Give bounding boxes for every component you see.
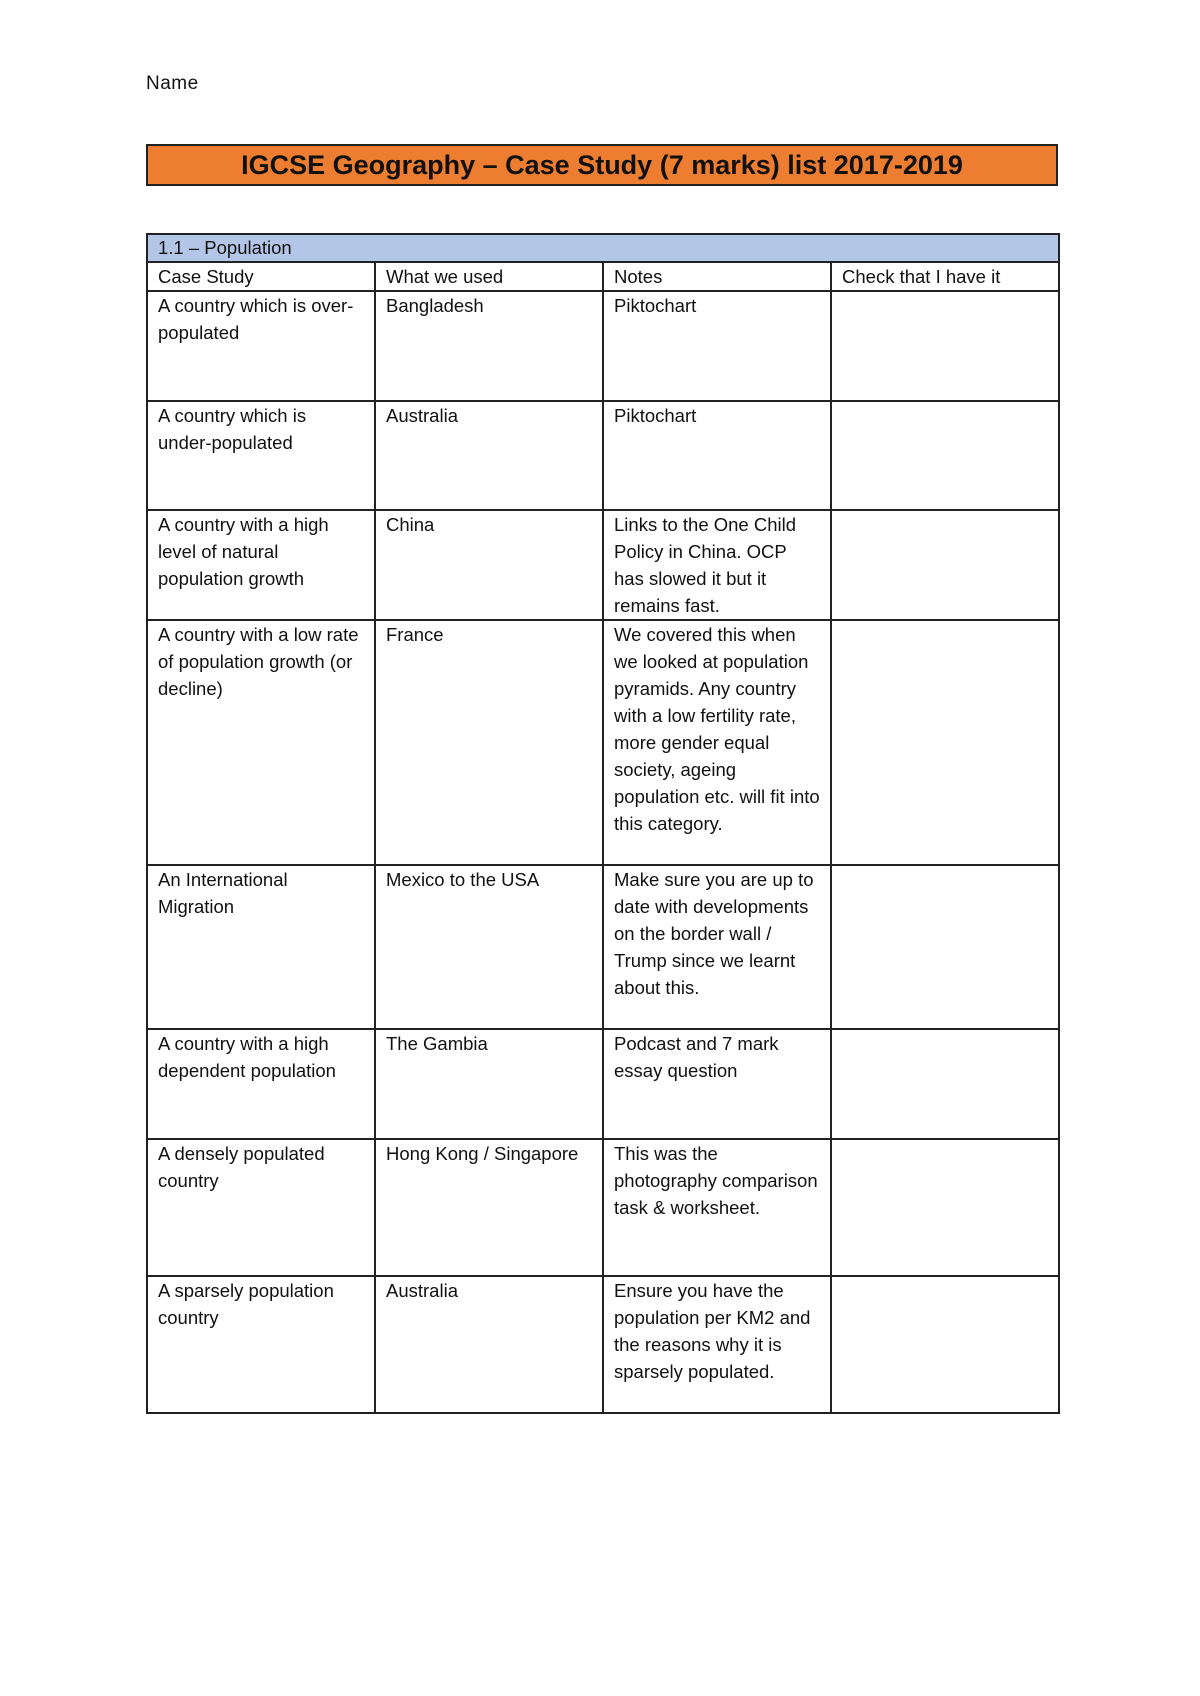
table-row	[147, 1029, 1059, 1139]
column-header-notes: Notes	[603, 262, 831, 291]
check-cell[interactable]	[831, 865, 1059, 1029]
case-study-cell: A country which is under-populated	[147, 401, 375, 510]
case-study-table	[146, 233, 1060, 1414]
table-row	[147, 510, 1059, 620]
what-we-used-cell: Hong Kong / Singapore	[375, 1139, 603, 1276]
what-we-used-cell: Bangladesh	[375, 291, 603, 401]
what-we-used-cell: The Gambia	[375, 1029, 603, 1139]
case-study-cell: A country with a high level of natural population growth	[147, 510, 375, 620]
notes-cell: Piktochart	[603, 401, 831, 510]
check-cell[interactable]	[831, 1139, 1059, 1276]
check-cell[interactable]	[831, 510, 1059, 620]
table-row	[147, 1276, 1059, 1413]
notes-cell: Piktochart	[603, 291, 831, 401]
check-cell[interactable]	[831, 1029, 1059, 1139]
notes-cell: This was the photography comparison task & worksheet.	[603, 1139, 831, 1276]
section-title: 1.1 – Population	[147, 234, 1059, 262]
notes-cell: Podcast and 7 mark essay question	[603, 1029, 831, 1139]
check-cell[interactable]	[831, 401, 1059, 510]
check-cell[interactable]	[831, 291, 1059, 401]
case-study-cell: A country which is over-populated	[147, 291, 375, 401]
table-row	[147, 620, 1059, 865]
check-cell[interactable]	[831, 1276, 1059, 1413]
what-we-used-cell: Mexico to the USA	[375, 865, 603, 1029]
name-label: Name	[146, 73, 199, 94]
case-study-cell: A country with a high dependent population	[147, 1029, 375, 1139]
case-study-cell: A densely populated country	[147, 1139, 375, 1276]
page-title: IGCSE Geography – Case Study (7 marks) list 2017-2019	[146, 144, 1058, 186]
table-row	[147, 291, 1059, 401]
table-row	[147, 1139, 1059, 1276]
case-study-cell: An International Migration	[147, 865, 375, 1029]
column-header-row	[147, 262, 1059, 291]
notes-cell: We covered this when we looked at population pyramids. Any country with a low fertility rate, more gender equal society, ageing population etc. will fit into this category.	[603, 620, 831, 865]
section-header-row	[147, 234, 1059, 262]
notes-cell: Ensure you have the population per KM2 and the reasons why it is sparsely populated.	[603, 1276, 831, 1413]
notes-cell: Links to the One Child Policy in China. OCP has slowed it but it remains fast.	[603, 510, 831, 620]
column-header-what-we-used: What we used	[375, 262, 603, 291]
notes-cell: Make sure you are up to date with developments on the border wall / Trump since we learnt about this.	[603, 865, 831, 1029]
table-row	[147, 865, 1059, 1029]
what-we-used-cell: China	[375, 510, 603, 620]
case-study-table-container	[146, 233, 1058, 1414]
check-cell[interactable]	[831, 620, 1059, 865]
case-study-cell: A sparsely population country	[147, 1276, 375, 1413]
column-header-case-study: Case Study	[147, 262, 375, 291]
case-study-cell: A country with a low rate of population growth (or decline)	[147, 620, 375, 865]
table-row	[147, 401, 1059, 510]
what-we-used-cell: Australia	[375, 1276, 603, 1413]
column-header-check: Check that I have it	[831, 262, 1059, 291]
what-we-used-cell: Australia	[375, 401, 603, 510]
what-we-used-cell: France	[375, 620, 603, 865]
